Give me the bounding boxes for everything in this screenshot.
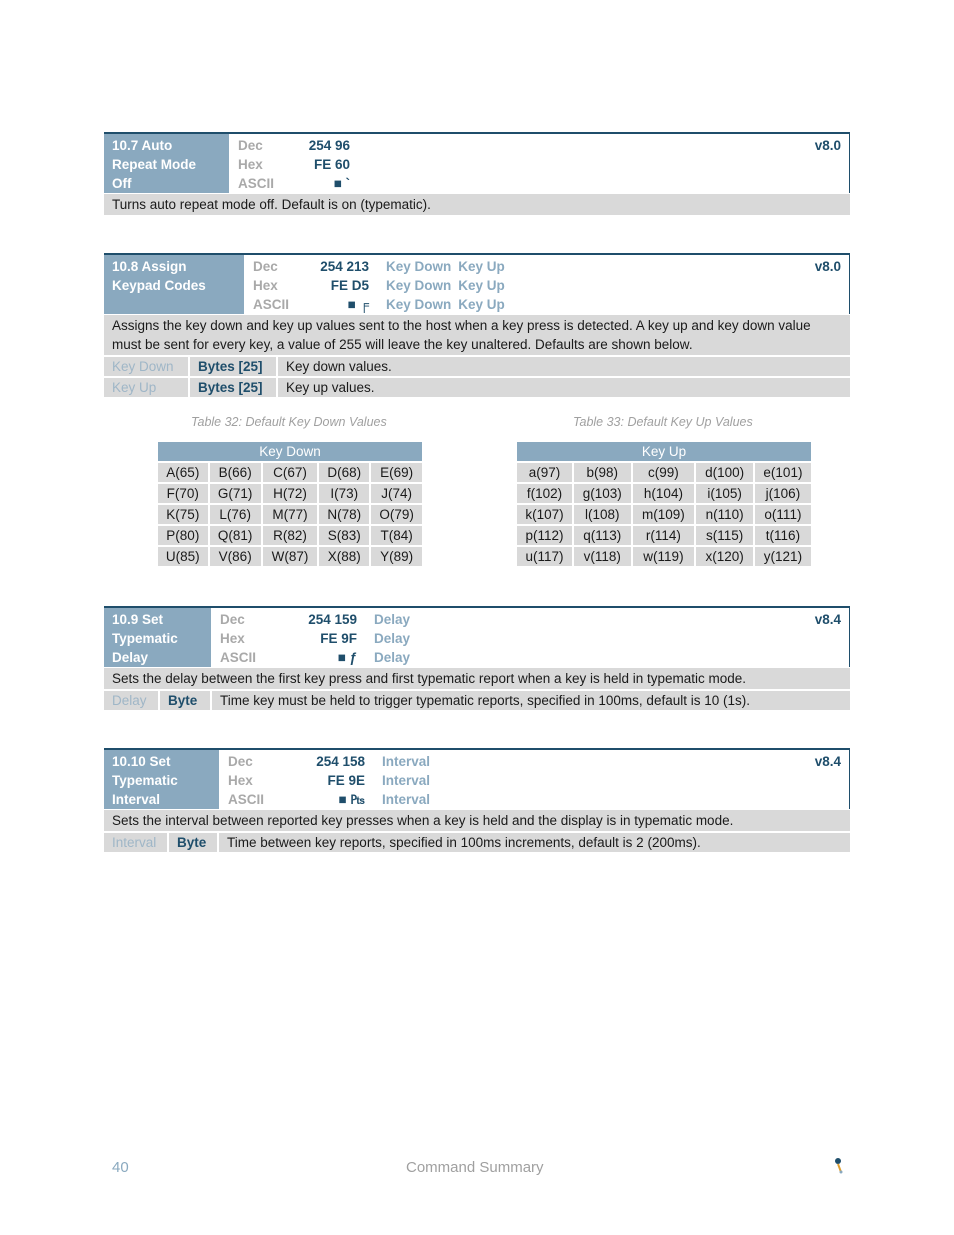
- version-badge: v8.0: [814, 138, 841, 153]
- key-down-table: [158, 442, 422, 566]
- table-cell: Y(89): [370, 546, 422, 566]
- ascii-value: ■ ƒ: [337, 650, 357, 665]
- table-cell: d(100): [695, 462, 754, 483]
- table-cell: o(111): [754, 504, 811, 525]
- param-key-up: Key Up: [458, 297, 505, 312]
- command-description: Sets the delay between the first key press and first typematic report when a key is held in typematic mode.: [104, 667, 850, 689]
- command-block-10-8: [104, 253, 850, 397]
- table-row: [517, 462, 811, 483]
- param-row: [104, 378, 850, 397]
- command-description: Turns auto repeat mode off. Default is on (typematic).: [104, 193, 850, 215]
- param-name: Delay: [104, 691, 160, 710]
- param-desc: Key down values.: [286, 359, 392, 374]
- table-row: [158, 483, 422, 504]
- dec-value: 254 213: [320, 259, 369, 274]
- param-desc: Key up values.: [286, 380, 375, 395]
- code-values: [305, 257, 369, 314]
- table-row: [158, 504, 422, 525]
- command-title: [104, 750, 219, 809]
- table-row: [158, 462, 422, 483]
- ascii-value: ■ ╒: [347, 297, 369, 312]
- param-names: [369, 257, 505, 314]
- table-cell: K(75): [158, 504, 209, 525]
- param-type: Byte: [160, 691, 212, 710]
- param-row: [104, 691, 850, 710]
- table-cell: C(67): [262, 462, 318, 483]
- param-key-down: Key Down: [386, 278, 452, 293]
- param-row: [104, 357, 850, 376]
- table-cell: j(106): [754, 483, 811, 504]
- table-cell: Q(81): [209, 525, 262, 546]
- code-values: [272, 610, 357, 667]
- param-key-down: Key Down: [386, 297, 452, 312]
- dec-label: Dec: [228, 754, 253, 769]
- dec-value: 254 159: [308, 612, 357, 627]
- table-cell: t(116): [754, 525, 811, 546]
- table-cell: q(113): [573, 525, 632, 546]
- command-description: Assigns the key down and key up values sent to the host when a key press is detected. A key up and key down value must be sent for every key, a value of 255 will leave the key unaltered. Defaults are shown below.: [104, 314, 850, 355]
- table-cell: U(85): [158, 546, 209, 566]
- table-header: Key Down: [158, 442, 422, 462]
- table-cell: l(108): [573, 504, 632, 525]
- table-cell: N(78): [318, 504, 370, 525]
- version-badge: v8.0: [814, 259, 841, 274]
- table-row: [517, 525, 811, 546]
- table-cell: P(80): [158, 525, 209, 546]
- table-cell: p(112): [517, 525, 573, 546]
- param-interval: Interval: [382, 773, 431, 788]
- code-labels: [244, 257, 305, 314]
- table-cell: i(105): [695, 483, 754, 504]
- table-cell: a(97): [517, 462, 573, 483]
- ascii-label: ASCII: [238, 176, 275, 191]
- version-badge: v8.4: [814, 754, 841, 769]
- table-cell: v(118): [573, 546, 632, 566]
- param-name: Interval: [104, 833, 169, 852]
- command-block-10-9: [104, 606, 850, 710]
- table-cell: f(102): [517, 483, 573, 504]
- code-values: [280, 752, 365, 809]
- table-row: [517, 546, 811, 566]
- param-name: Key Down: [104, 357, 190, 376]
- ascii-label: ASCII: [253, 297, 290, 312]
- param-names: [357, 610, 410, 667]
- title-line: Typematic: [112, 631, 178, 646]
- title-line: 10.8 Assign: [112, 259, 187, 274]
- param-key-up: Key Up: [458, 259, 505, 274]
- dec-value: 254 96: [308, 138, 350, 153]
- title-line: Repeat Mode: [112, 157, 197, 172]
- hex-label: Hex: [228, 773, 253, 788]
- table-cell: X(88): [318, 546, 370, 566]
- key-up-table: [517, 442, 811, 566]
- table-cell: R(82): [262, 525, 318, 546]
- param-name: Key Up: [104, 378, 190, 397]
- table-cell: b(98): [573, 462, 632, 483]
- title-line: 10.7 Auto: [112, 138, 173, 153]
- matrix-orbital-logo-icon: [832, 1156, 846, 1177]
- footer-section-title: Command Summary: [406, 1159, 544, 1176]
- code-labels: [211, 610, 272, 667]
- table-row: [158, 546, 422, 566]
- param-desc: Time between key reports, specified in 100ms increments, default is 2 (200ms).: [227, 835, 701, 850]
- ascii-value: ■ `: [333, 176, 350, 191]
- command-codes: [229, 134, 849, 193]
- table-cell: V(86): [209, 546, 262, 566]
- table-cell: S(83): [318, 525, 370, 546]
- code-values: [290, 136, 350, 193]
- ascii-value: ■ ₧: [338, 792, 365, 807]
- table-cell: D(68): [318, 462, 370, 483]
- table-cell: r(114): [632, 525, 696, 546]
- code-labels: [219, 752, 280, 809]
- param-interval: Interval: [382, 754, 431, 769]
- param-row: [104, 833, 850, 852]
- command-codes: [211, 608, 849, 667]
- table-row: [158, 525, 422, 546]
- command-codes: [219, 750, 849, 809]
- param-delay: Delay: [374, 631, 411, 646]
- dec-value: 254 158: [316, 754, 365, 769]
- table-cell: n(110): [695, 504, 754, 525]
- table-cell: y(121): [754, 546, 811, 566]
- hex-value: FE 9E: [327, 773, 365, 788]
- hex-value: FE 60: [313, 157, 350, 172]
- page-number: 40: [112, 1159, 129, 1176]
- dec-label: Dec: [220, 612, 245, 627]
- table-cell: A(65): [158, 462, 209, 483]
- title-line: Keypad Codes: [112, 278, 206, 293]
- table-cell: L(76): [209, 504, 262, 525]
- ascii-label: ASCII: [220, 650, 257, 665]
- command-header: [104, 253, 850, 314]
- table-cell: u(117): [517, 546, 573, 566]
- command-title: [104, 255, 244, 314]
- param-interval: Interval: [382, 792, 431, 807]
- table-cell: c(99): [632, 462, 696, 483]
- hex-value: FE D5: [330, 278, 369, 293]
- command-title: [104, 608, 211, 667]
- param-names: [365, 752, 430, 809]
- hex-label: Hex: [253, 278, 278, 293]
- table-cell: h(104): [632, 483, 696, 504]
- title-line: [112, 295, 236, 314]
- table-cell: I(73): [318, 483, 370, 504]
- command-title: [104, 134, 229, 193]
- param-type: Byte: [169, 833, 219, 852]
- param-key-down: Key Down: [386, 259, 452, 274]
- ascii-label: ASCII: [228, 792, 265, 807]
- title-line: 10.10 Set: [112, 754, 171, 769]
- param-type: Bytes [25]: [190, 357, 278, 376]
- table-cell: F(70): [158, 483, 209, 504]
- title-line: Interval: [112, 792, 161, 807]
- param-key-up: Key Up: [458, 278, 505, 293]
- version-badge: v8.4: [814, 612, 841, 627]
- command-header: [104, 132, 850, 193]
- table-header: Key Up: [517, 442, 811, 462]
- table-caption-key-up: Table 33: Default Key Up Values: [573, 415, 753, 429]
- table-cell: m(109): [632, 504, 696, 525]
- table-cell: w(119): [632, 546, 696, 566]
- table-row: [517, 504, 811, 525]
- param-delay: Delay: [374, 650, 411, 665]
- table-cell: g(103): [573, 483, 632, 504]
- table-cell: G(71): [209, 483, 262, 504]
- table-cell: M(77): [262, 504, 318, 525]
- hex-label: Hex: [238, 157, 263, 172]
- table-cell: H(72): [262, 483, 318, 504]
- table-cell: J(74): [370, 483, 422, 504]
- dec-label: Dec: [253, 259, 278, 274]
- command-block-10-10: [104, 748, 850, 852]
- table-cell: s(115): [695, 525, 754, 546]
- command-block-10-7: [104, 132, 850, 215]
- table-cell: E(69): [370, 462, 422, 483]
- param-desc: Time key must be held to trigger typematic reports, specified in 100ms, default is 10 (1s).: [220, 693, 750, 708]
- title-line: 10.9 Set: [112, 612, 164, 627]
- table-cell: k(107): [517, 504, 573, 525]
- table-cell: B(66): [209, 462, 262, 483]
- table-cell: O(79): [370, 504, 422, 525]
- param-delay: Delay: [374, 612, 411, 627]
- command-description: Sets the interval between reported key presses when a key is held and the display is in typematic mode.: [104, 809, 850, 831]
- command-codes: [244, 255, 849, 314]
- title-line: Off: [112, 176, 132, 191]
- table-cell: x(120): [695, 546, 754, 566]
- table-row: [517, 483, 811, 504]
- table-caption-key-down: Table 32: Default Key Down Values: [191, 415, 387, 429]
- param-type: Bytes [25]: [190, 378, 278, 397]
- hex-value: FE 9F: [320, 631, 357, 646]
- table-cell: T(84): [370, 525, 422, 546]
- command-header: [104, 748, 850, 809]
- hex-label: Hex: [220, 631, 245, 646]
- dec-label: Dec: [238, 138, 263, 153]
- title-line: Typematic: [112, 773, 178, 788]
- table-cell: e(101): [754, 462, 811, 483]
- code-labels: [229, 136, 290, 193]
- command-header: [104, 606, 850, 667]
- title-line: Delay: [112, 650, 149, 665]
- table-cell: W(87): [262, 546, 318, 566]
